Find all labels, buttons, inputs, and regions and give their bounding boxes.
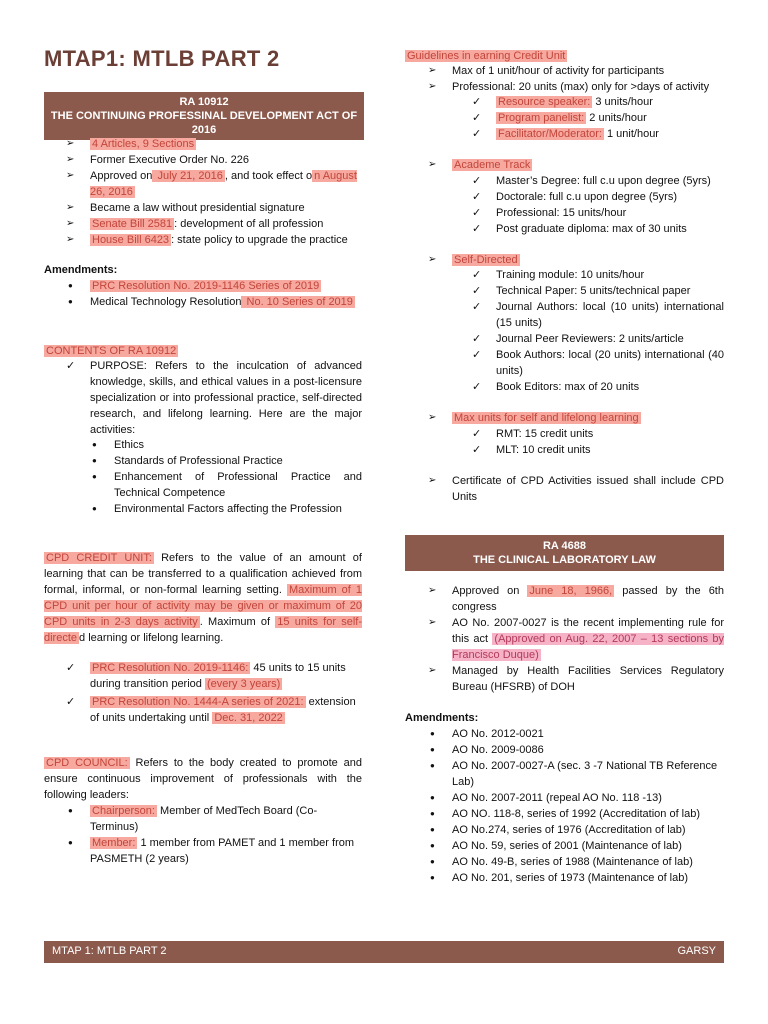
purpose-item: ✓ PURPOSE: Refers to the inculcation of advanced knowledge, skills, and ethical values in a post-licensure specialization or into professional practice, self-directed research, and lifelong learning. Here are the major activities: bbox=[66, 358, 362, 438]
ra4688-banner-number: RA 4688 bbox=[542, 540, 586, 552]
self-directed-list bbox=[472, 267, 724, 395]
amendments-heading: Amendments: bbox=[44, 264, 118, 276]
list-item: ➢ Max units for self and lifelong learning bbox=[428, 410, 724, 426]
ra4688-amendments-heading: Amendments: bbox=[405, 712, 479, 724]
list-item: ● AO NO. 118-8, series of 1992 (Accreditation of lab) bbox=[428, 806, 724, 822]
activities-list bbox=[90, 437, 362, 517]
list-item: ➢ Senate Bill 2581 : development of all profession bbox=[66, 216, 366, 232]
guidelines-list bbox=[428, 63, 724, 95]
list-item: ● AO No. 59, series of 2001 (Maintenance of lab) bbox=[428, 838, 724, 854]
prc-resolutions bbox=[66, 660, 362, 726]
academe-heading bbox=[428, 157, 724, 173]
list-item: ➢ Professional: 20 units (max) only for >days of activity bbox=[428, 79, 724, 95]
list-item: ✓ Post graduate diploma: max of 30 units bbox=[472, 221, 724, 237]
list-item: ➢ Became a law without presidential signature bbox=[66, 200, 366, 216]
list-item: ✓ Book Editors: max of 20 units bbox=[472, 379, 724, 395]
list-item: ➢ AO No. 2007-0027 is the recent implementing rule for this act (Approved on Aug. 22, 2007 – 13 sections by Francisco Duque) bbox=[428, 615, 724, 663]
max-units-heading bbox=[428, 410, 724, 426]
list-item: ✓ Journal Peer Reviewers: 2 units/article bbox=[472, 331, 724, 347]
list-item: ✓ Training module: 10 units/hour bbox=[472, 267, 724, 283]
list-item: ● AO No. 2007-2011 (repeal AO No. 118 -13) bbox=[428, 790, 724, 806]
list-item: ● AO No. 2009-0086 bbox=[428, 742, 724, 758]
list-item: ● Ethics bbox=[90, 437, 362, 453]
list-item: ● AO No. 49-B, series of 1988 (Maintenance of lab) bbox=[428, 854, 724, 870]
list-item: ➢ Max of 1 unit/hour of activity for participants bbox=[428, 63, 724, 79]
list-item: ✓ Master’s Degree: full c.u upon degree (5yrs) bbox=[472, 173, 724, 189]
page-footer bbox=[44, 941, 724, 963]
list-item: ➢ Self-Directed bbox=[428, 252, 724, 268]
list-item: ● Environmental Factors affecting the Profession bbox=[90, 501, 362, 517]
ra4688-amendments bbox=[428, 726, 724, 886]
list-item: ➢ Managed by Health Facilities Services Regulatory Bureau (HFSRB) of DOH bbox=[428, 663, 724, 695]
max-units-list bbox=[472, 426, 724, 458]
list-item: ✓ Doctorale: full c.u upon degree (5yrs) bbox=[472, 189, 724, 205]
guidelines-heading: Guidelines in earning Credit Unit bbox=[407, 50, 566, 62]
page-title: MTAP1: MTLB PART 2 bbox=[44, 46, 280, 71]
list-item: ➢ Approved on June 18, 1966, passed by the 6th congress bbox=[428, 583, 724, 615]
ra4688-list bbox=[428, 583, 724, 695]
list-item: ● AO No. 2012-0021 bbox=[428, 726, 724, 742]
list-item: ✓ MLT: 10 credit units bbox=[472, 442, 724, 458]
cpd-credit-paragraph: CPD CREDIT UNIT: Refers to the value of an amount of learning that can be transferred to a qualification achieved from formal, informal, or non-formal learning setting. Maximum of 1 CPD unit per hour of activity may be given or maximum of 20 CPD units in 2-3 days activity . Maximum of 15 units for self-directe d learning or lifelong learning. bbox=[44, 552, 362, 644]
list-item: ✓ Facilitator/Moderator: 1 unit/hour bbox=[472, 126, 724, 142]
list-item: ● Member: 1 member from PAMET and 1 member from PASMETH (2 years) bbox=[66, 835, 362, 867]
list-item: ● Chairperson: Member of MedTech Board (Co-Terminus) bbox=[66, 803, 362, 835]
ra10912-amendments bbox=[66, 278, 366, 310]
list-item: ➢ Academe Track bbox=[428, 157, 724, 173]
certificate-list bbox=[428, 473, 724, 505]
self-directed-heading bbox=[428, 252, 724, 268]
ra10912-list bbox=[66, 136, 366, 248]
contents-heading: CONTENTS OF RA 10912 bbox=[46, 345, 177, 357]
list-item: ● Enhancement of Professional Practice and Technical Competence bbox=[90, 469, 362, 501]
purpose-list bbox=[66, 358, 362, 438]
ra4688-banner bbox=[405, 535, 724, 571]
ra10912-banner-number: RA 10912 bbox=[179, 96, 229, 108]
list-item: ● PRC Resolution No. 2019-1146 Series of 2019 bbox=[66, 278, 366, 294]
list-item: ➢ Approved on July 21, 2016 , and took effect o n August 26, 2016 bbox=[66, 168, 366, 200]
list-item: ● AO No. 2007-0027-A (sec. 3 -7 National TB Reference Lab) bbox=[428, 758, 724, 790]
footer-author: GARSY bbox=[677, 945, 716, 957]
list-item: ✓ Program panelist: 2 units/hour bbox=[472, 110, 724, 126]
list-item: ✓ PRC Resolution No. 1444-A series of 2021: extension of units undertaking until Dec. 31, 2022 bbox=[66, 694, 362, 726]
list-item: ● AO No. 201, series of 1973 (Maintenance of lab) bbox=[428, 870, 724, 886]
list-item: ➢ Former Executive Order No. 226 bbox=[66, 152, 366, 168]
professional-roles bbox=[472, 94, 724, 142]
ra4688-banner-title: THE CLINICAL LABORATORY LAW bbox=[473, 554, 656, 566]
list-item: ✓ Technical Paper: 5 units/technical paper bbox=[472, 283, 724, 299]
list-item: ● AO No.274, series of 1976 (Accreditation of lab) bbox=[428, 822, 724, 838]
list-item: ✓ PRC Resolution No. 2019-1146: 45 units to 15 units during transition period (every 3 years) bbox=[66, 660, 362, 692]
list-item: ✓ Resource speaker: 3 units/hour bbox=[472, 94, 724, 110]
list-item: ➢ 4 Articles, 9 Sections bbox=[66, 136, 366, 152]
academe-list bbox=[472, 173, 724, 237]
list-item: ➢ House Bill 6423 : state policy to upgrade the practice bbox=[66, 232, 366, 248]
cpd-council-paragraph: CPD COUNCIL: Refers to the body created to promote and ensure continuous improvement of professionals with the following leaders: bbox=[44, 757, 362, 801]
list-item: ✓ Professional: 15 units/hour bbox=[472, 205, 724, 221]
list-item: ✓ RMT: 15 credit units bbox=[472, 426, 724, 442]
list-item: ➢ Certificate of CPD Activities issued shall include CPD Units bbox=[428, 473, 724, 505]
council-leaders bbox=[66, 803, 362, 867]
list-item: ✓ Journal Authors: local (10 units) international (15 units) bbox=[472, 299, 724, 331]
list-item: ● Standards of Professional Practice bbox=[90, 453, 362, 469]
ra10912-banner bbox=[44, 92, 364, 140]
list-item: ✓ Book Authors: local (20 units) international (40 units) bbox=[472, 347, 724, 379]
list-item: ● Medical Technology Resolution No. 10 Series of 2019 bbox=[66, 294, 366, 310]
ra10912-banner-title: THE CONTINUING PROFESSINAL DEVELOPMENT ACT OF 2016 bbox=[50, 110, 358, 136]
footer-title: MTAP 1: MTLB PART 2 bbox=[52, 945, 167, 957]
